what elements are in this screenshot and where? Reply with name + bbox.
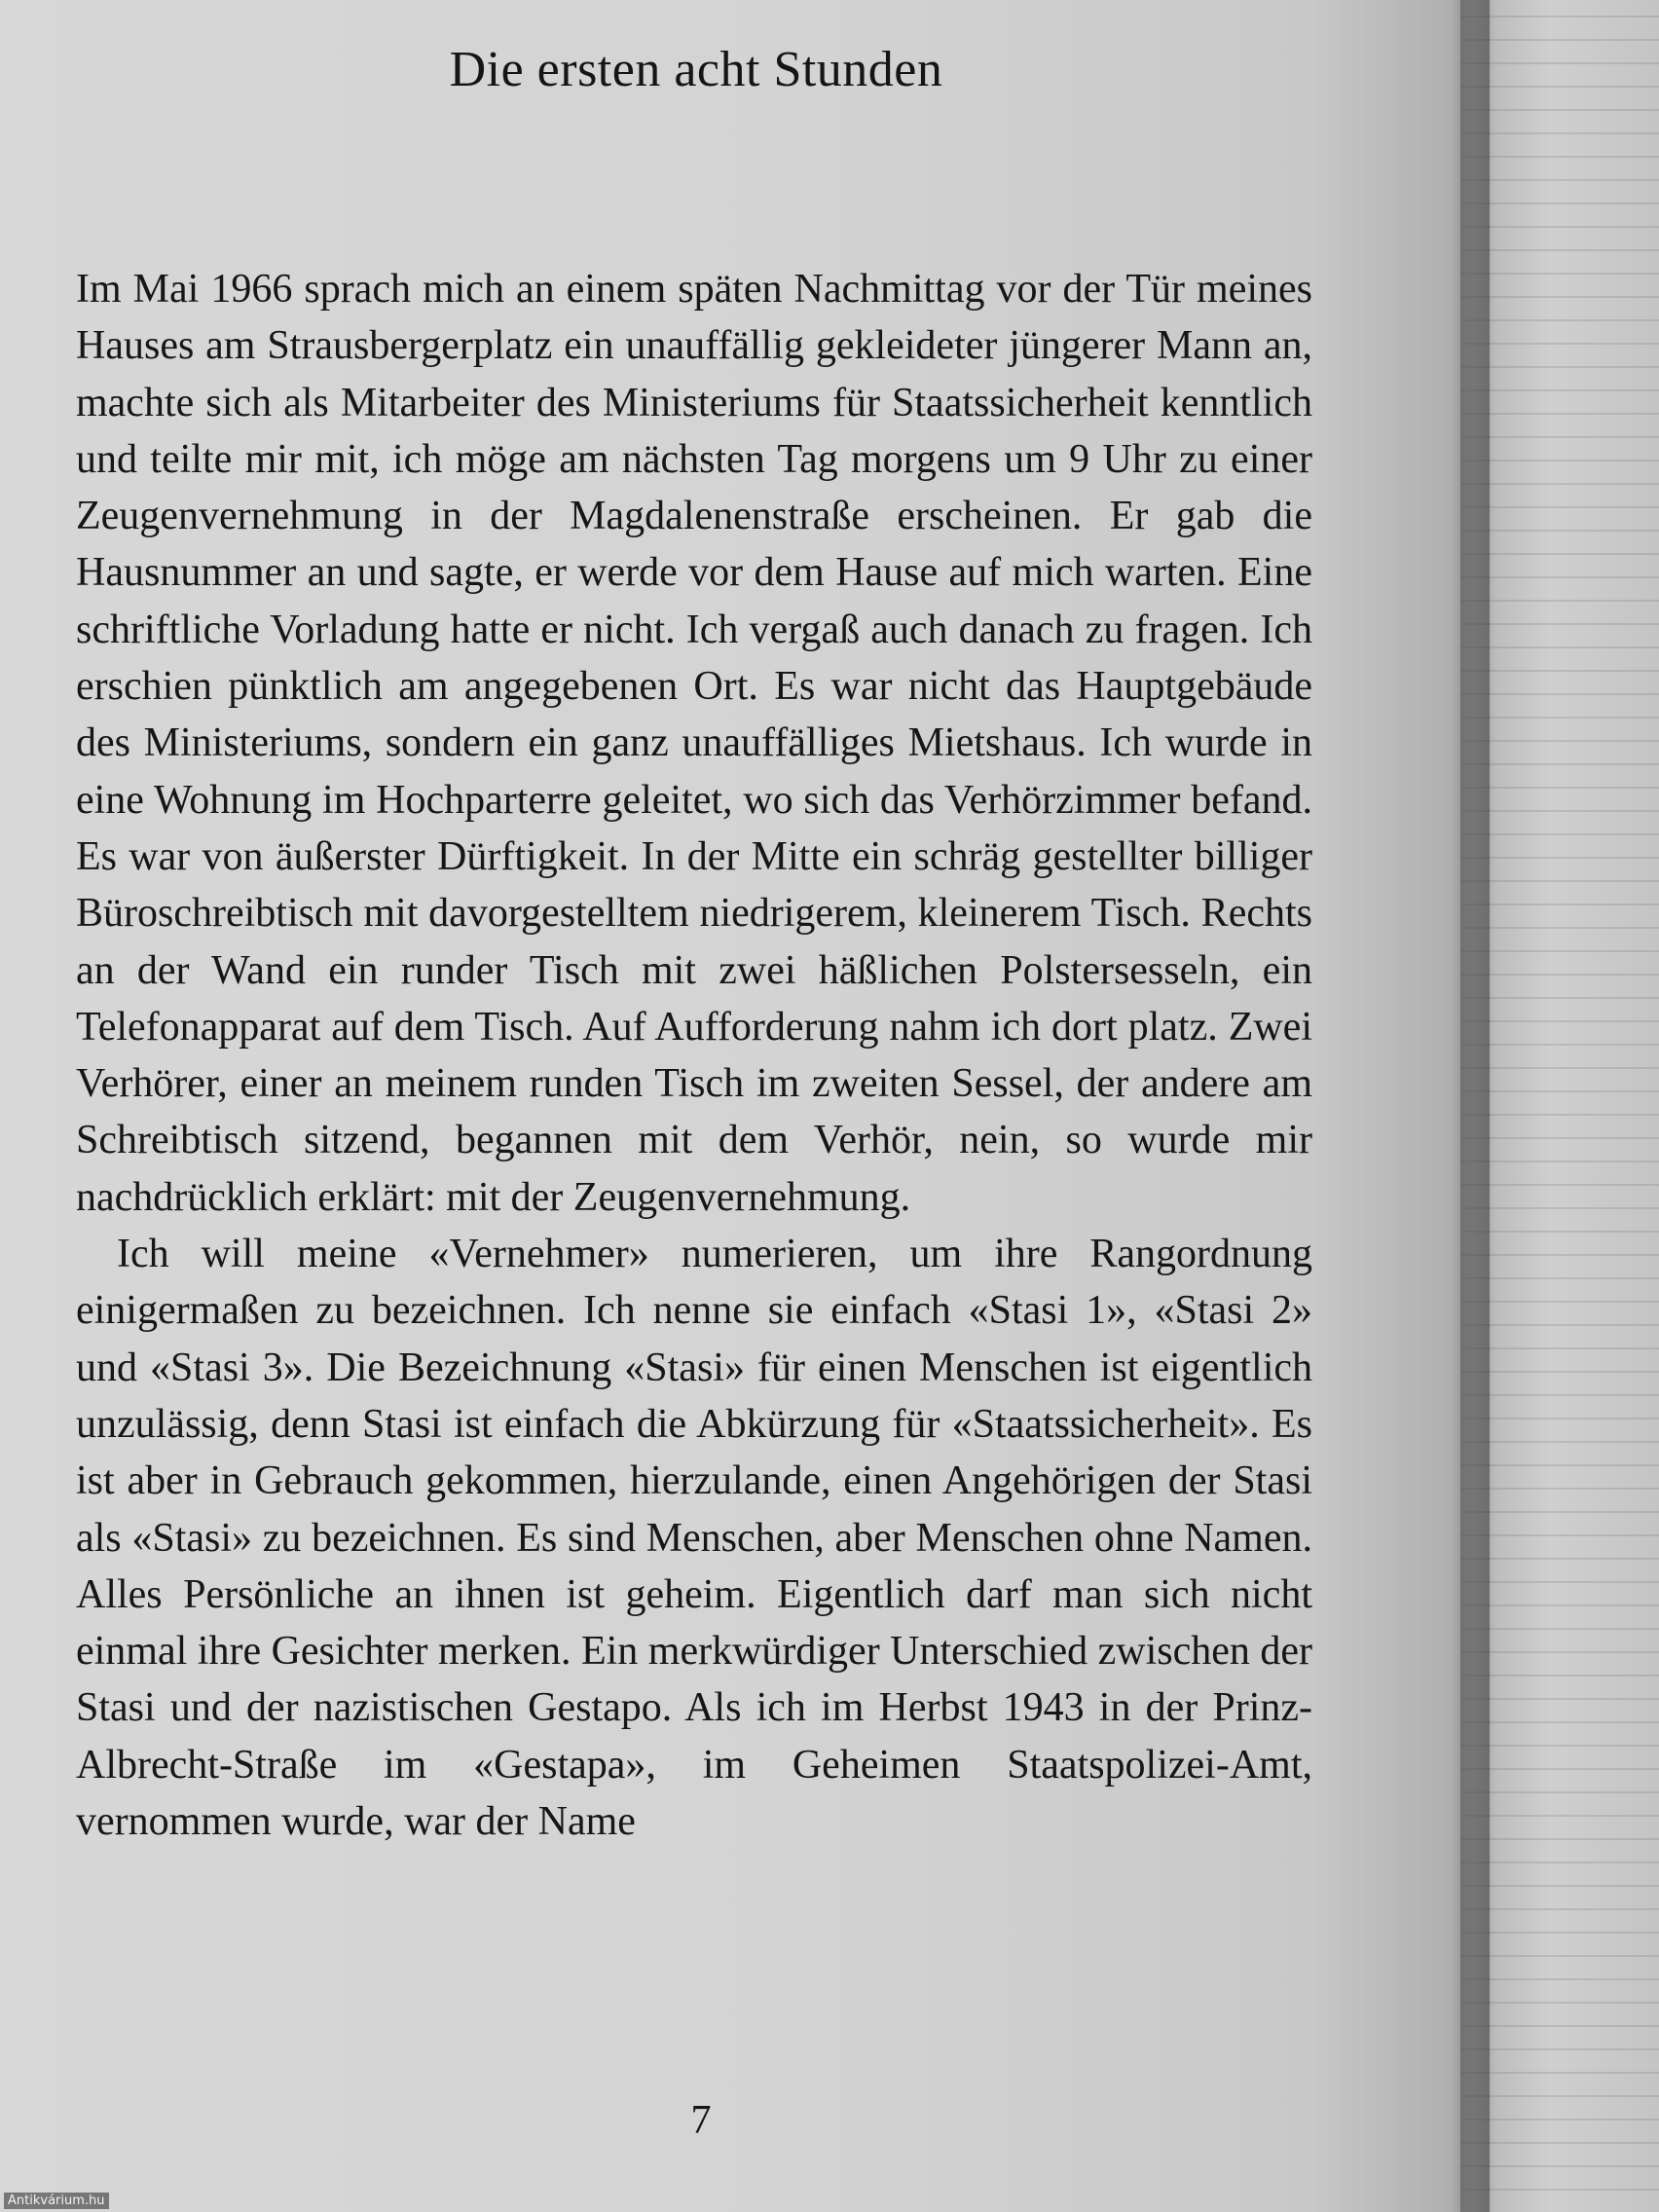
- page-edges: [1460, 0, 1659, 2212]
- watermark: Antikvárium.hu: [4, 2193, 109, 2209]
- page-number: 7: [690, 2098, 712, 2143]
- chapter-title: Die ersten acht Stunden: [449, 42, 943, 97]
- paragraph: Ich will meine «Vernehmer» numerieren, um ihre Rangordnung einigermaßen zu bezeichnen. Ich nenne sie einfach «Stasi 1», «Stasi 2» und «Stasi 3». Die Bezeichnung «Stasi» für einen Menschen ist eigentlich unzulässig, denn Stasi ist einfach die Abkürzung für «Staatssicherheit». Es ist aber in Gebrauch gekommen, hierzulande, einen Angehörigen der Stasi als «Stasi» zu bezeichnen. Es sind Menschen, aber Menschen ohne Namen. Alles Persönliche an ihnen ist geheim. Eigentlich darf man sich nicht einmal ihre Gesichter merken. Ein merkwürdiger Unterschied zwischen der Stasi und der nazistischen Gestapo. Als ich im Herbst 1943 in der Prinz-Albrecht-Straße im «Gestapa», im Geheimen Staatspolizei-Amt, vernommen wurde, war der Name: [76, 1232, 1313, 1845]
- page-edge-shadow: [1451, 0, 1490, 2212]
- body-text: [76, 261, 1312, 1850]
- paragraph: Im Mai 1966 sprach mich an einem späten Nachmittag vor der Tür meines Hauses am Strausbergerplatz ein unauffällig gekleideter jüngerer Mann an, machte sich als Mitarbeiter des Ministeriums für Staatssicherheit kenntlich und teilte mir mit, ich möge am nächsten Tag morgens um 9 Uhr zu einer Zeugenvernehmung in der Magdalenenstraße erscheinen. Er gab die Hausnummer an und sagte, er werde vor dem Hause auf mich warten. Eine schriftliche Vorladung hatte er nicht. Ich vergaß auch danach zu fragen. Ich erschien pünktlich am angegebenen Ort. Es war nicht das Hauptgebäude des Ministeriums, sondern ein ganz unauffälliges Mietshaus. Ich wurde in eine Wohnung im Hochparterre geleitet, wo sich das Verhörzimmer befand. Es war von äußerster Dürftigkeit. In der Mitte ein schräg gestellter billiger Büroschreibtisch mit davorgestelltem niedrigerem, kleinerem Tisch. Rechts an der Wand ein runder Tisch mit zwei häßlichen Polstersesseln, ein Telefonapparat auf dem Tisch. Auf Aufforderung nahm ich dort platz. Zwei Verhörer, einer an meinem runden Tisch im zweiten Sessel, der andere am Schreibtisch sitzend, begannen mit dem Verhör, nein, so wurde mir nachdrücklich erklärt: mit der Zeugenvernehmung.: [76, 267, 1312, 1220]
